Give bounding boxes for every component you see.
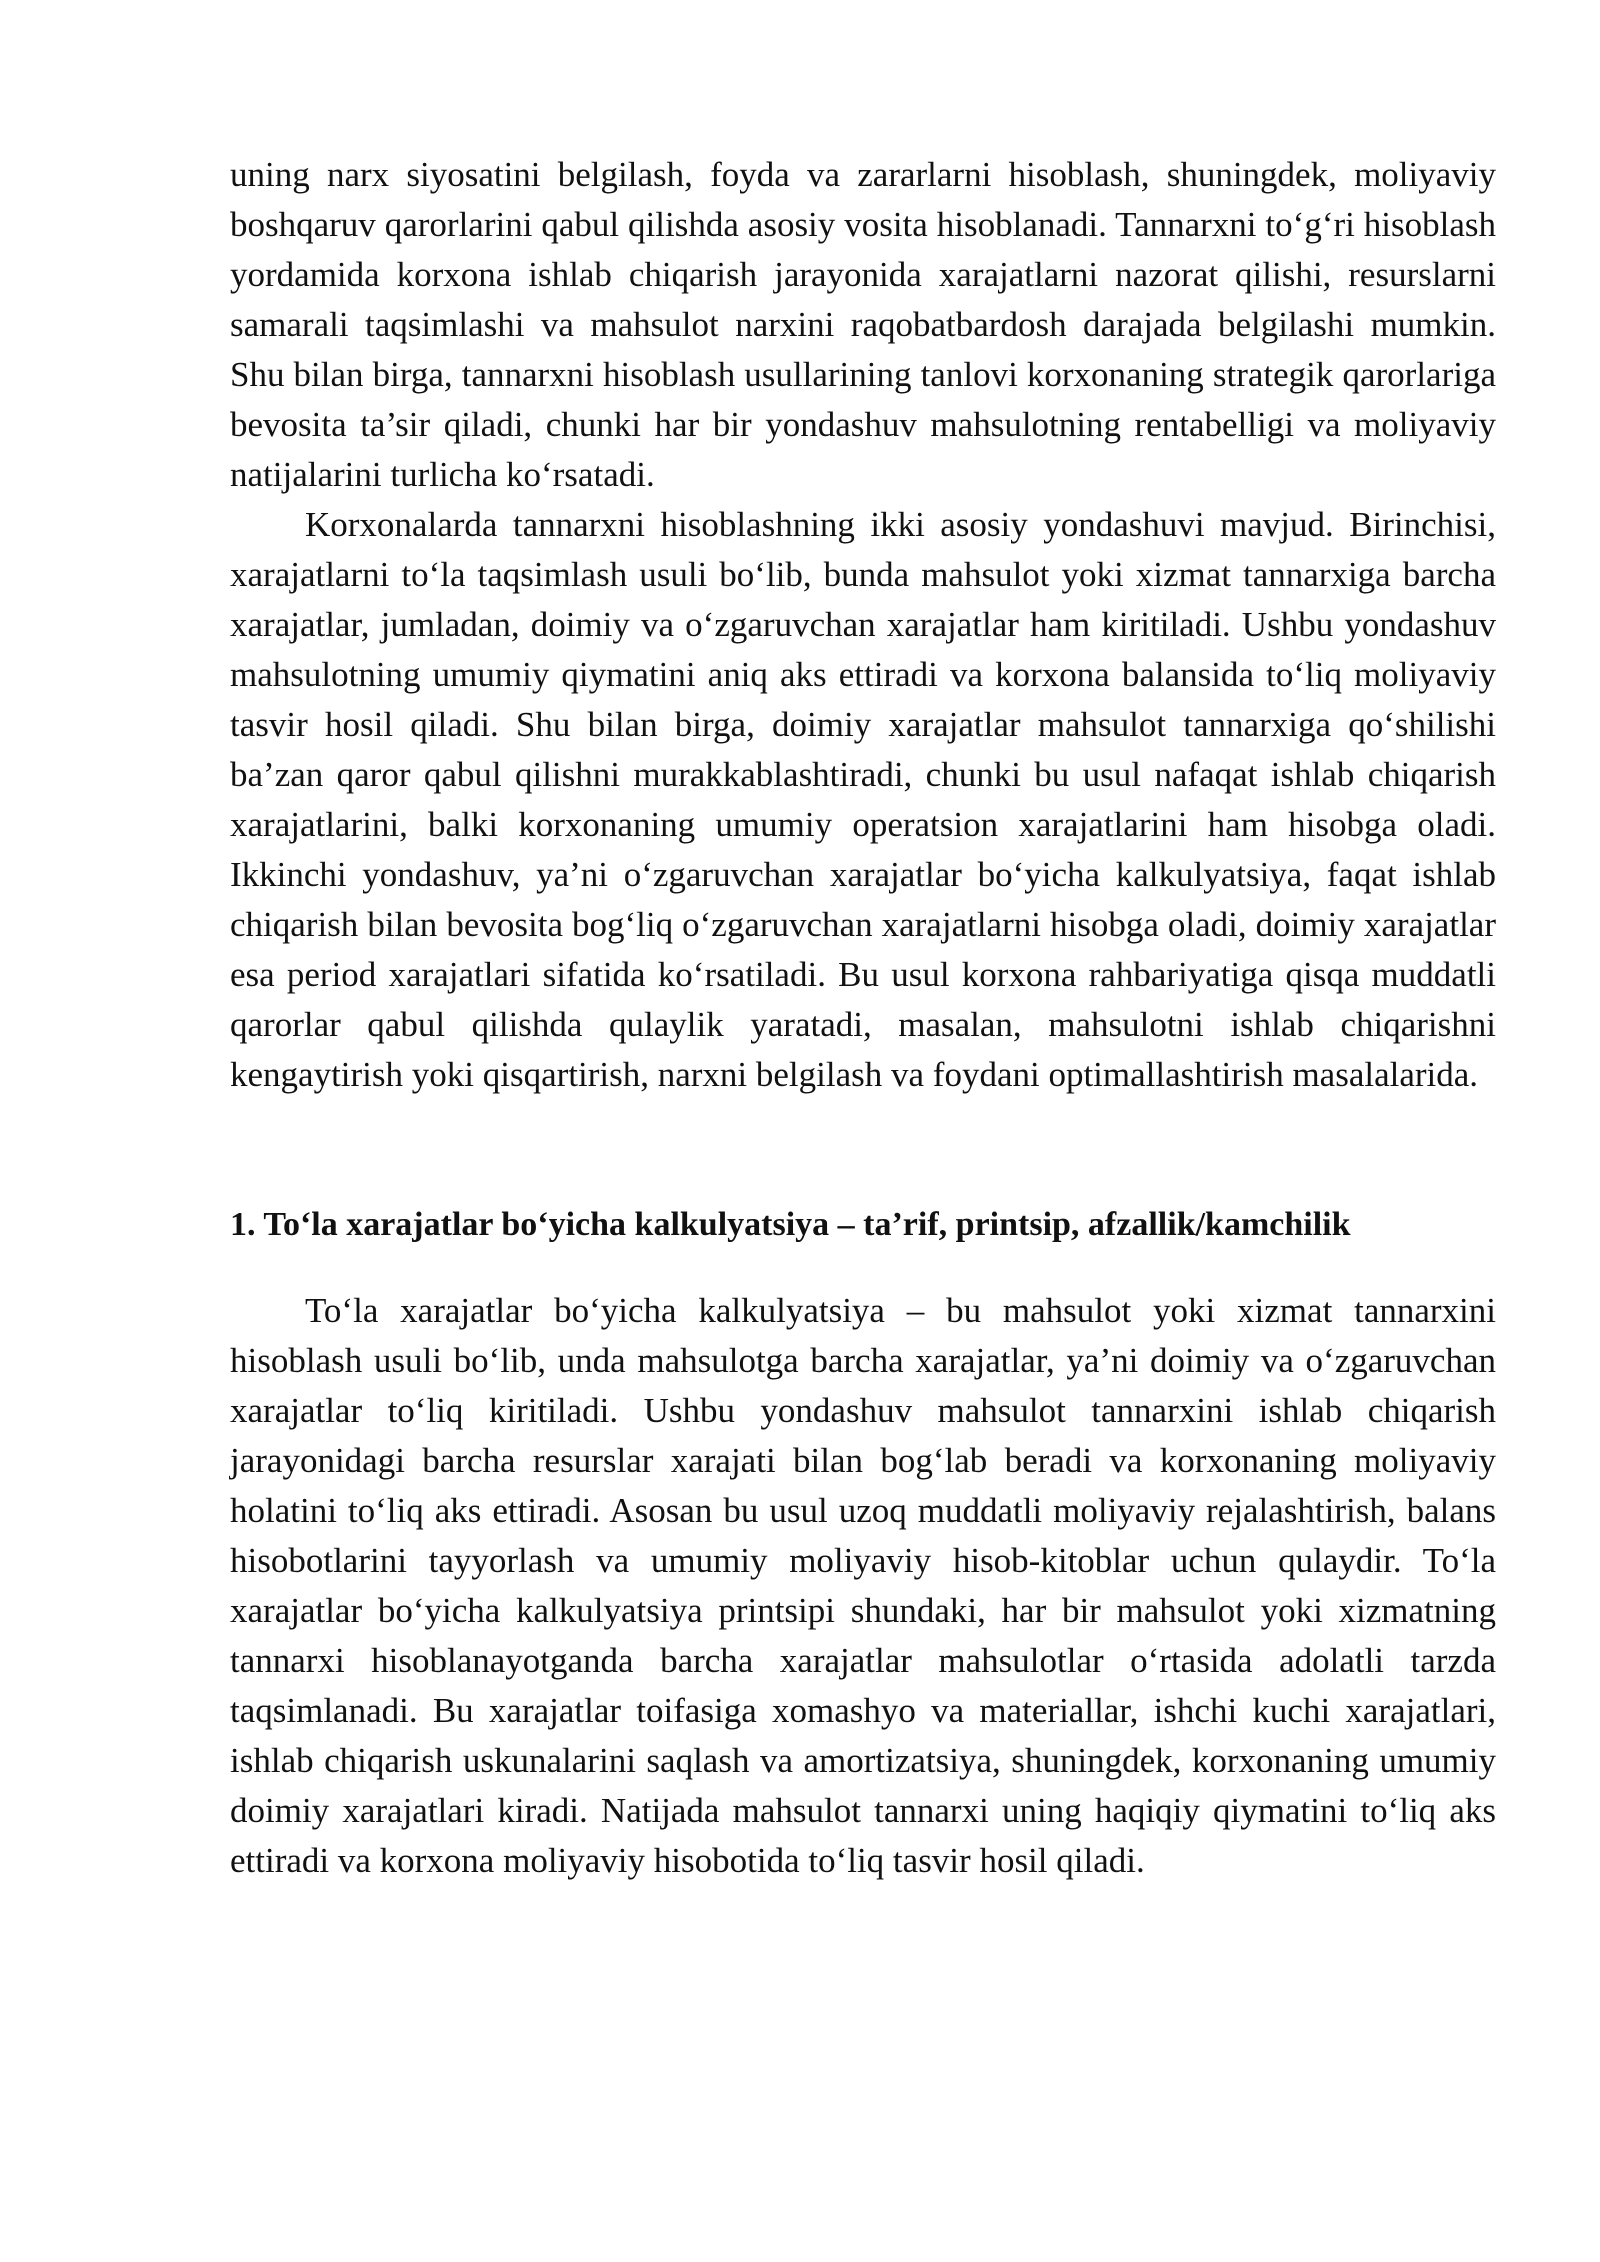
section-paragraph: To‘la xarajatlar bo‘yicha kalkulyatsiya – bu mahsulot yoki xizmat tannarxini hisoblash usuli bo‘lib, unda mahsulotga barcha xarajatlar, ya’ni doimiy va o‘zgaruvchan xarajatlar to‘liq kiritiladi. Ushbu yondashuv mahsulot tannarxini ishlab chiqarish jarayonidagi barcha resurslar xarajati bilan bog‘lab beradi va korxonaning moliyaviy holatini to‘liq aks ettiradi. Asosan bu usul uzoq muddatli moliyaviy rejalashtirish, balans hisobotlarini tayyorlash va umumiy moliyaviy hisob-kitoblar uchun qulaydir. To‘la xarajatlar bo‘yicha kalkulyatsiya printsipi shundaki, har bir mahsulot yoki xizmatning tannarxi hisoblanayotganda barcha xarajatlar mahsulotlar o‘rtasida adolatli tarzda taqsimlanadi. Bu xarajatlar toifasiga xomashyo va materiallar, ishchi kuchi xarajatlari, ishlab chiqarish uskunalarini saqlash va amortizatsiya, shuningdek, korxonaning umumiy doimiy xarajatlari kiradi. Natijada mahsulot tannarxi uning haqiqiy qiymatini to‘liq aks ettiradi va korxona moliyaviy hisobotida to‘liq tasvir hosil qiladi. [230,1291,1496,1880]
section-heading: 1. To‘la xarajatlar bo‘yicha kalkulyatsiya – ta’rif, printsip, afzallik/kamchilik [230,1206,1351,1243]
intro-paragraph-continuation: uning narx siyosatini belgilash, foyda va zararlarni hisoblash, shuningdek, moliyaviy boshqaruv qarorlarini qabul qilishda asosiy vosita hisoblanadi. Tannarxni to‘g‘ri hisoblash yordamida korxona ishlab chiqarish jarayonida xarajatlarni nazorat qilishi, resurslarni samarali taqsimlashi va mahsulot narxini raqobatbardosh darajada belgilashi mumkin. Shu bilan birga, tannarxni hisoblash usullarining tanlovi korxonaning strategik qarorlariga bevosita ta’sir qiladi, chunki har bir yondashuv mahsulotning rentabelligi va moliyaviy natijalarini turlicha ko‘rsatadi. [230,155,1496,494]
intro-paragraph-approaches: Korxonalarda tannarxni hisoblashning ikki asosiy yondashuvi mavjud. Birinchisi, xarajatlarni to‘la taqsimlash usuli bo‘lib, bunda mahsulot yoki xizmat tannarxiga barcha xarajatlar, jumladan, doimiy va o‘zgaruvchan xarajatlar ham kiritiladi. Ushbu yondashuv mahsulotning umumiy qiymatini aniq aks ettiradi va korxona balansida to‘liq moliyaviy tasvir hosil qiladi. Shu bilan birga, doimiy xarajatlar mahsulot tannarxiga qo‘shilishi ba’zan qaror qabul qilishni murakkablashtiradi, chunki bu usul nafaqat ishlab chiqarish xarajatlarini, balki korxonaning umumiy operatsion xarajatlarini ham hisobga oladi. Ikkinchi yondashuv, ya’ni o‘zgaruvchan xarajatlar bo‘yicha kalkulyatsiya, faqat ishlab chiqarish bilan bevosita bog‘liq o‘zgaruvchan xarajatlarni hisobga oladi, doimiy xarajatlar esa period xarajatlari sifatida ko‘rsatiladi. Bu usul korxona rahbariyatiga qisqa muddatli qarorlar qabul qilishda qulaylik yaratadi, masalan, mahsulotni ishlab chiqarishni kengaytirish yoki qisqartirish, narxni belgilash va foydani optimallashtirish masalalarida. [230,505,1496,1094]
document-page [230,150,1496,1886]
